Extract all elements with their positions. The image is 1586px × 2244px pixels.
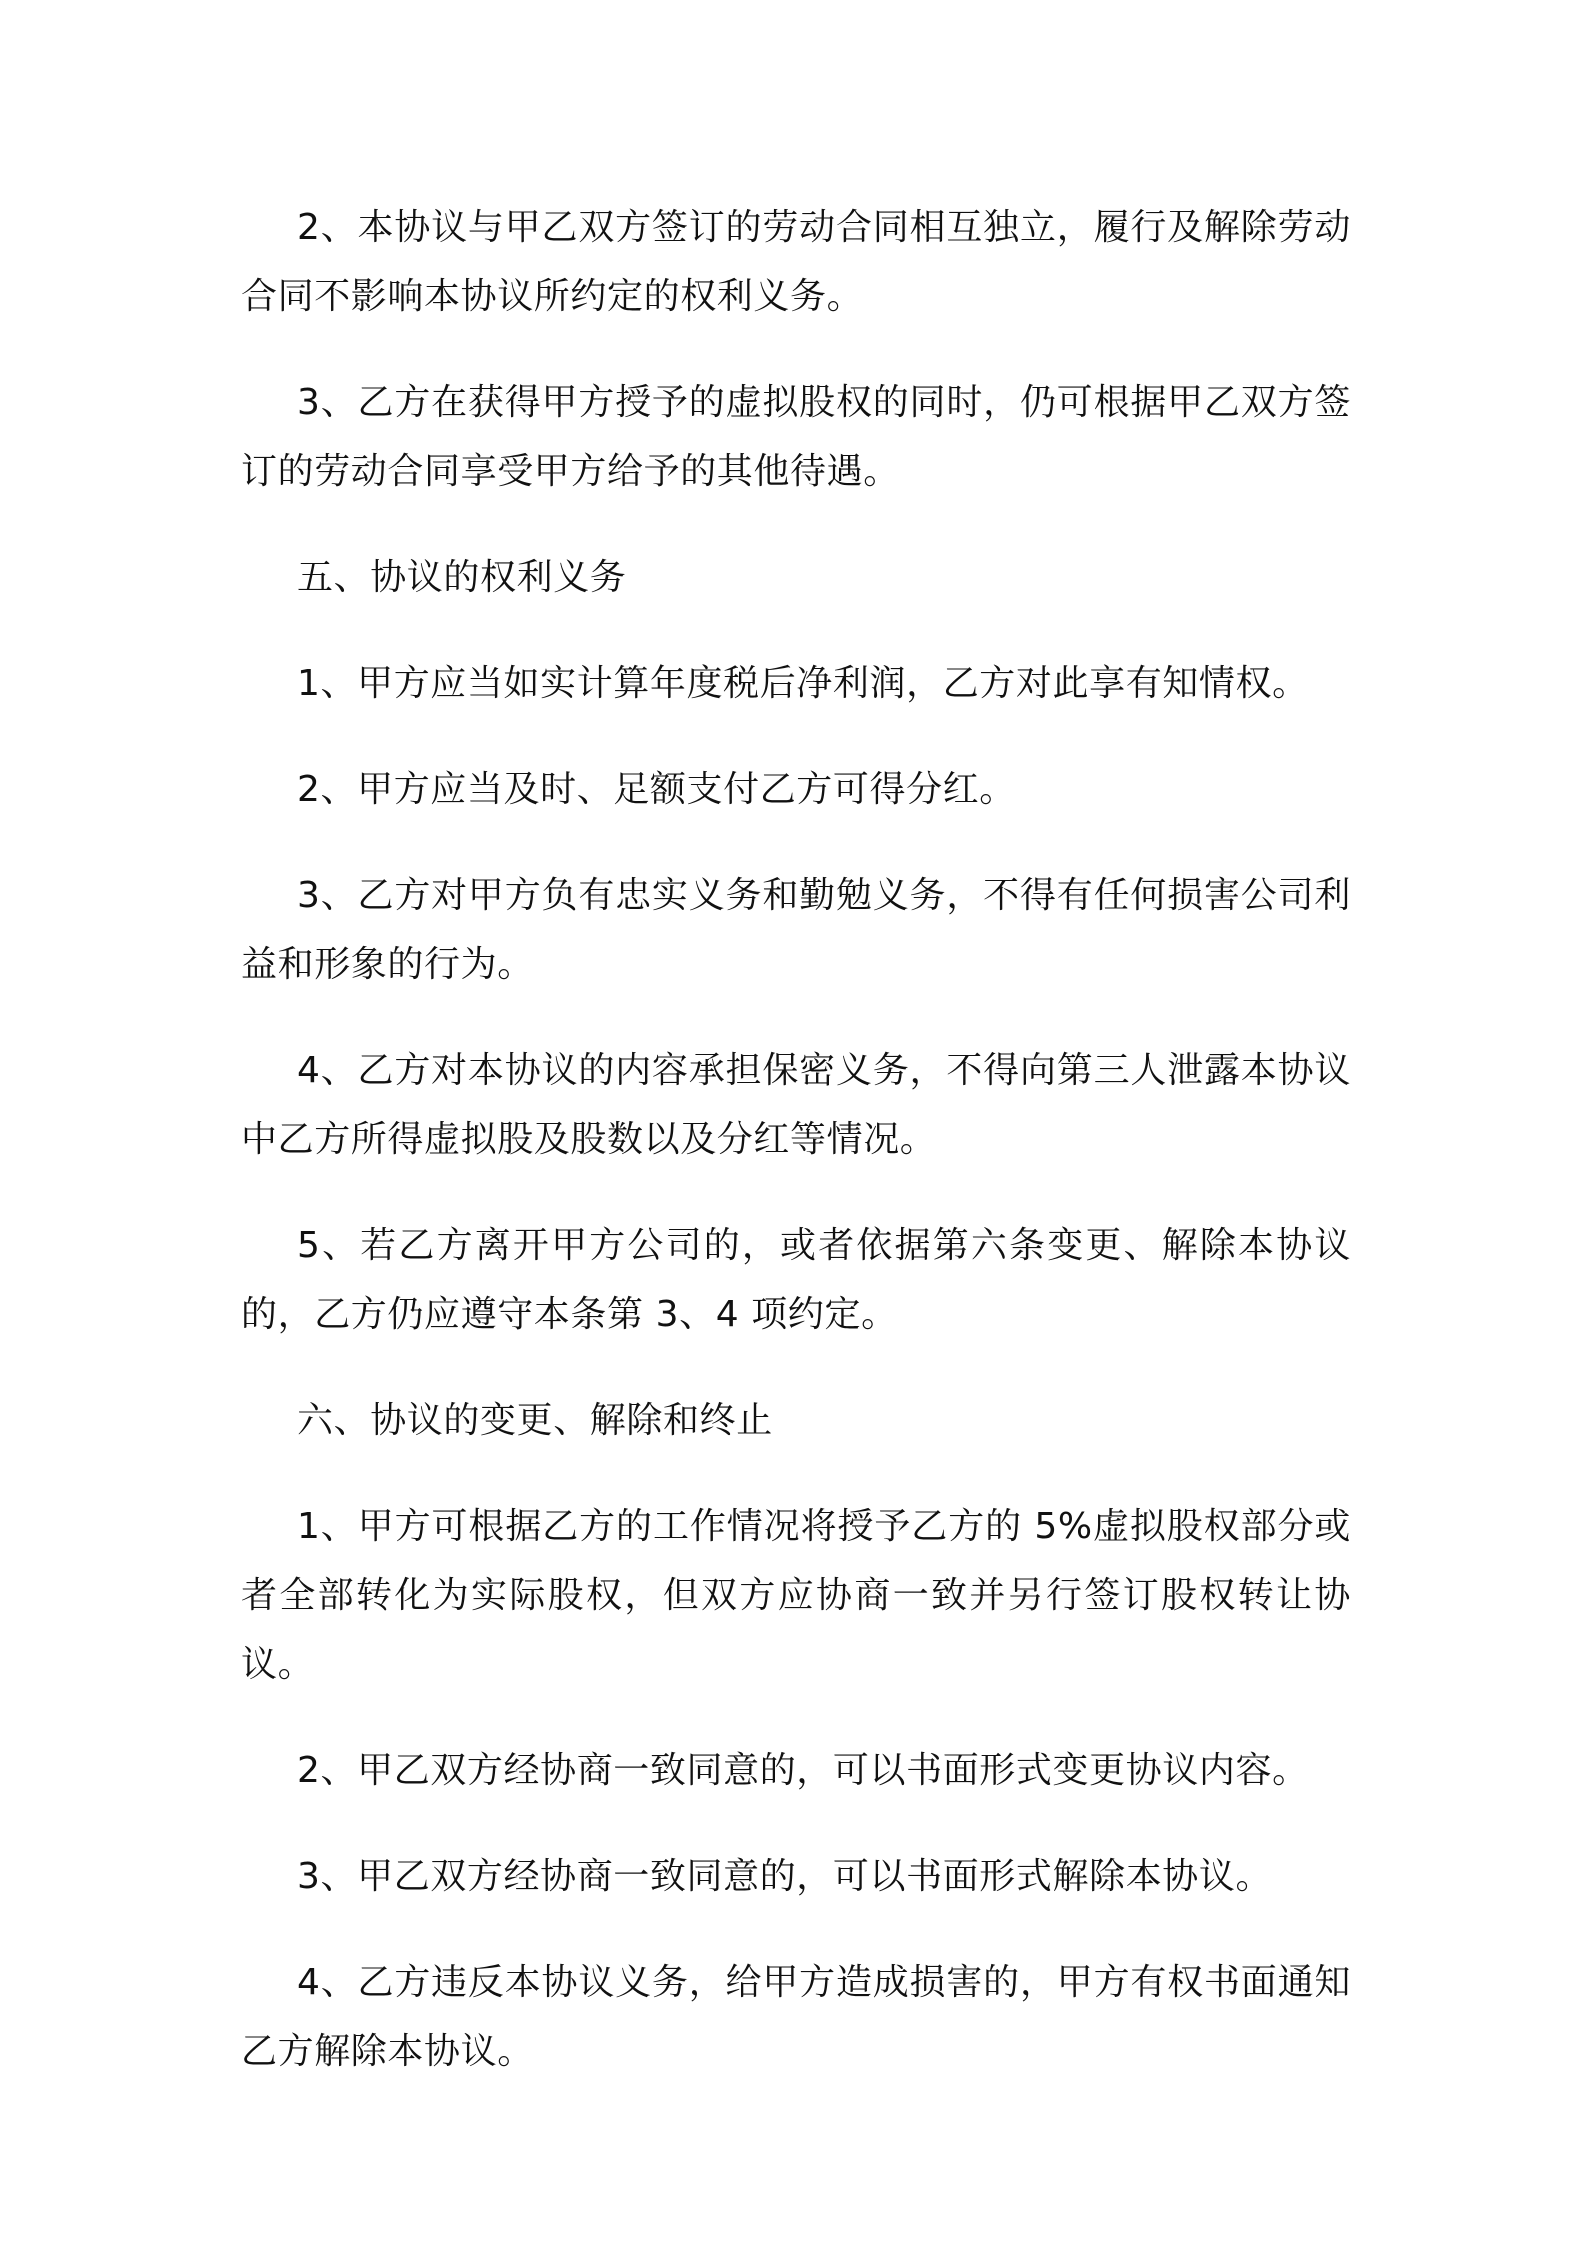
section-heading-rights-obligations: 五、协议的权利义务	[297, 557, 627, 598]
paragraph-breach-termination: 4、乙方违反本协议义务，给甲方造成损害的，甲方有权书面通知乙方解除本协议。	[241, 1962, 1351, 2072]
paragraph-gap	[241, 1174, 1351, 1211]
paragraph-gap	[241, 718, 1351, 755]
paragraph-gap	[241, 1805, 1351, 1842]
paragraph-gap	[241, 999, 1351, 1036]
paragraph-equity-conversion: 1、甲方可根据乙方的工作情况将授予乙方的 5%虚拟股权部分或者全部转化为实际股权，但双方应协商一致并另行签订股权转让协议。	[241, 1506, 1351, 1685]
paragraph-continued-obligation: 5、若乙方离开甲方公司的，或者依据第六条变更、解除本协议的，乙方仍应遵守本条第 3、4 项约定。	[241, 1225, 1351, 1335]
paragraph-mutual-termination: 3、甲乙双方经协商一致同意的，可以书面形式解除本协议。	[297, 1856, 1273, 1897]
paragraph-gap	[241, 612, 1351, 649]
paragraph-contract-independence: 2、本协议与甲乙双方签订的劳动合同相互独立，履行及解除劳动合同不影响本协议所约定的权利义务。	[241, 207, 1351, 317]
paragraph-change-content: 2、甲乙双方经协商一致同意的，可以书面形式变更协议内容。	[297, 1750, 1309, 1791]
paragraph-gap	[241, 331, 1351, 368]
paragraph-gap	[241, 1911, 1351, 1948]
paragraph-loyalty-duty: 3、乙方对甲方负有忠实义务和勤勉义务，不得有任何损害公司利益和形象的行为。	[241, 875, 1351, 985]
paragraph-dividend-payment: 2、甲方应当及时、足额支付乙方可得分红。	[297, 769, 1016, 810]
paragraph-gap	[241, 1699, 1351, 1736]
paragraph-gap	[241, 824, 1351, 861]
paragraph-profit-calculation: 1、甲方应当如实计算年度税后净利润，乙方对此享有知情权。	[297, 663, 1309, 704]
paragraph-other-benefits: 3、乙方在获得甲方授予的虚拟股权的同时，仍可根据甲乙双方签订的劳动合同享受甲方给予的其他待遇。	[241, 382, 1351, 492]
paragraph-gap	[241, 1349, 1351, 1386]
paragraph-gap	[241, 1455, 1351, 1492]
document-body	[241, 193, 1351, 2086]
paragraph-gap	[241, 506, 1351, 543]
paragraph-confidentiality: 4、乙方对本协议的内容承担保密义务，不得向第三人泄露本协议中乙方所得虚拟股及股数以及分红等情况。	[241, 1050, 1351, 1160]
section-heading-change-termination: 六、协议的变更、解除和终止	[297, 1400, 773, 1441]
